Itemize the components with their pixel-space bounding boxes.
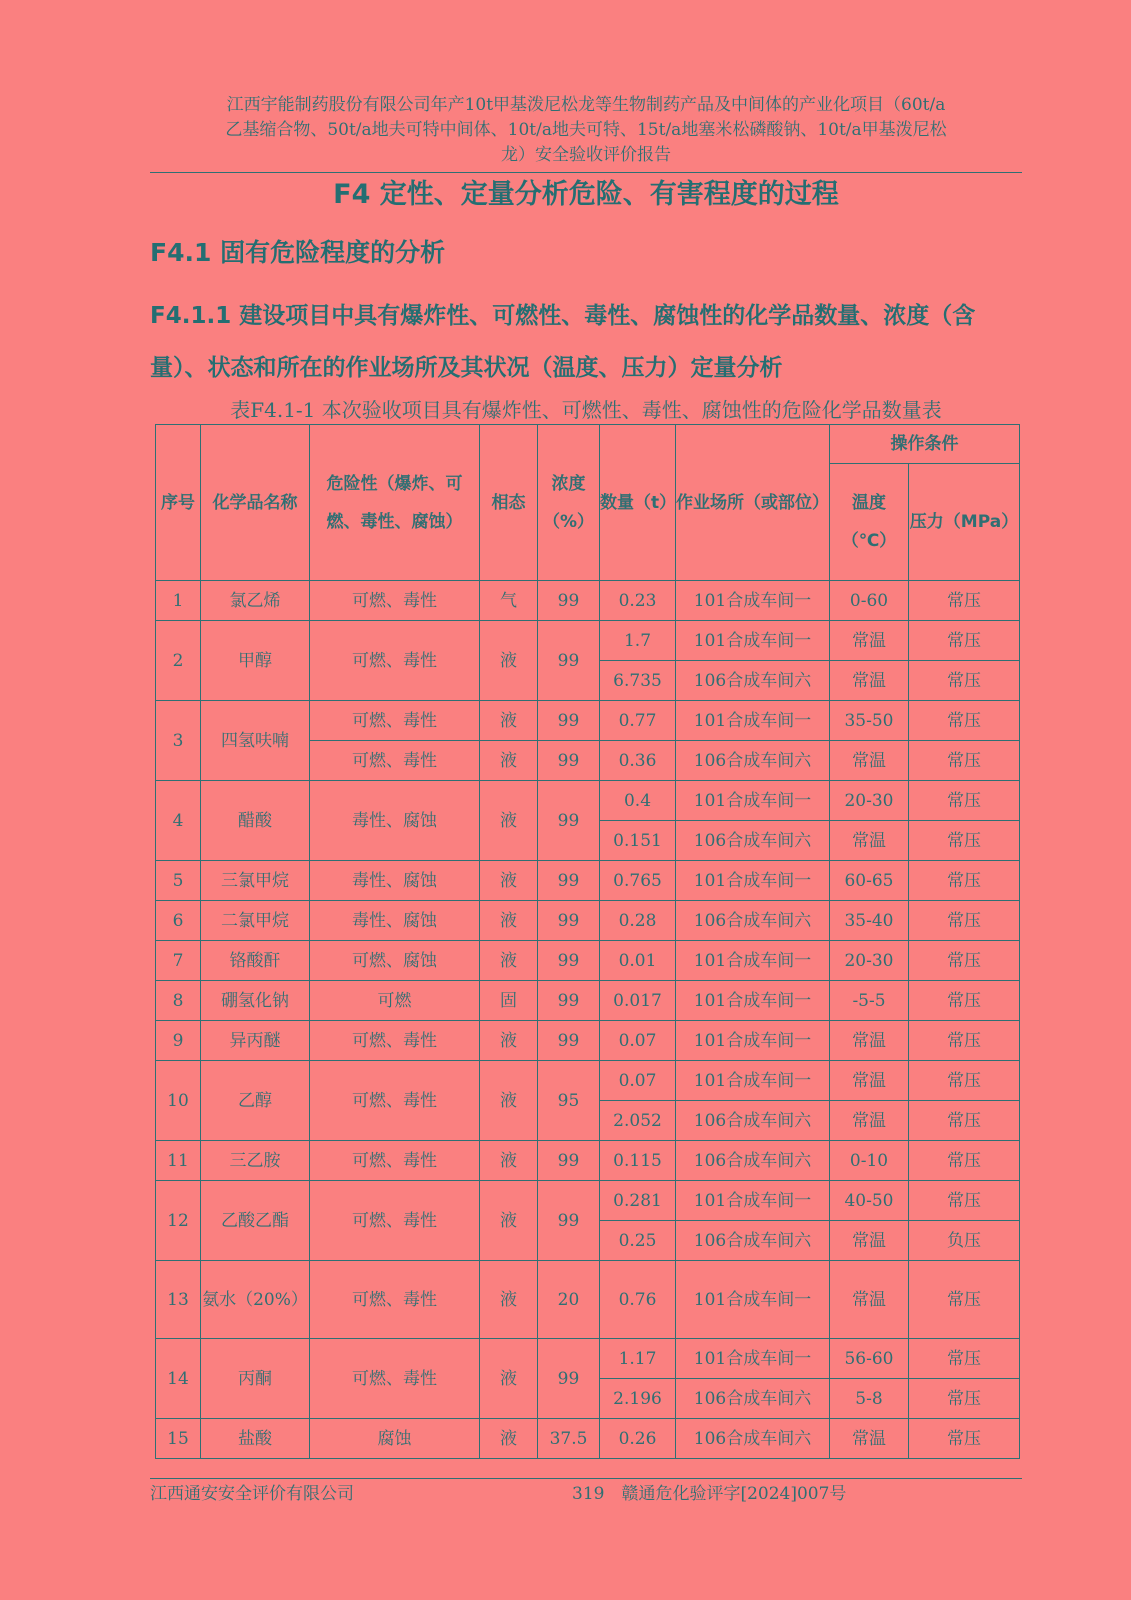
cell-temperature: 常温 bbox=[830, 1221, 909, 1261]
cell-state: 气 bbox=[480, 581, 538, 621]
cell-pressure: 常压 bbox=[909, 941, 1020, 981]
cell-hazard: 可燃、毒性 bbox=[310, 1061, 480, 1141]
table-row bbox=[156, 581, 1020, 621]
cell-hazard: 可燃、毒性 bbox=[310, 1181, 480, 1261]
cell-state: 固 bbox=[480, 981, 538, 1021]
header-line-3: 龙）安全验收评价报告 bbox=[501, 145, 671, 165]
cell-hazard: 可燃、毒性 bbox=[310, 1261, 480, 1339]
cell-quantity: 0.765 bbox=[600, 861, 676, 901]
table-row bbox=[156, 941, 1020, 981]
cell-concentration: 99 bbox=[538, 981, 600, 1021]
cell-location: 106合成车间六 bbox=[676, 1379, 830, 1419]
cell-location: 106合成车间六 bbox=[676, 1101, 830, 1141]
cell-location: 106合成车间六 bbox=[676, 1221, 830, 1261]
header-hazard: 危险性（爆炸、可燃、毒性、腐蚀） bbox=[310, 425, 480, 581]
cell-state: 液 bbox=[480, 1419, 538, 1459]
cell-hazard: 可燃、毒性 bbox=[310, 1339, 480, 1419]
cell-quantity: 0.281 bbox=[600, 1181, 676, 1221]
cell-hazard: 可燃、毒性 bbox=[310, 581, 480, 621]
cell-temperature: 常温 bbox=[830, 1021, 909, 1061]
cell-quantity: 6.735 bbox=[600, 661, 676, 701]
cell-location: 106合成车间六 bbox=[676, 1419, 830, 1459]
cell-temperature: 5-8 bbox=[830, 1379, 909, 1419]
cell-temperature: 常温 bbox=[830, 661, 909, 701]
cell-location: 101合成车间一 bbox=[676, 781, 830, 821]
cell-pressure: 常压 bbox=[909, 1419, 1020, 1459]
header-seq: 序号 bbox=[156, 425, 201, 581]
header-pressure: 压力（MPa） bbox=[909, 464, 1020, 581]
cell-concentration: 37.5 bbox=[538, 1419, 600, 1459]
cell-pressure: 常压 bbox=[909, 861, 1020, 901]
cell-state: 液 bbox=[480, 861, 538, 901]
cell-pressure: 常压 bbox=[909, 1021, 1020, 1061]
cell-concentration: 99 bbox=[538, 581, 600, 621]
table-row bbox=[156, 1141, 1020, 1181]
table-row bbox=[156, 901, 1020, 941]
header-line-2: 乙基缩合物、50t/a地夫可特中间体、10t/a地夫可特、15t/a地塞米松磷酸钠、10t/a甲基泼尼松 bbox=[225, 120, 947, 140]
cell-seq: 8 bbox=[156, 981, 201, 1021]
cell-temperature: 0-60 bbox=[830, 581, 909, 621]
cell-name: 乙醇 bbox=[201, 1061, 310, 1141]
cell-hazard: 可燃 bbox=[310, 981, 480, 1021]
cell-seq: 4 bbox=[156, 781, 201, 861]
header-quantity: 数量（t） bbox=[600, 425, 676, 581]
cell-state: 液 bbox=[480, 741, 538, 781]
cell-quantity: 2.052 bbox=[600, 1101, 676, 1141]
cell-concentration: 99 bbox=[538, 781, 600, 861]
cell-location: 106合成车间六 bbox=[676, 741, 830, 781]
cell-temperature: 60-65 bbox=[830, 861, 909, 901]
cell-concentration: 99 bbox=[538, 1141, 600, 1181]
table-row bbox=[156, 981, 1020, 1021]
cell-hazard: 毒性、腐蚀 bbox=[310, 781, 480, 861]
cell-pressure: 常压 bbox=[909, 781, 1020, 821]
cell-pressure: 常压 bbox=[909, 621, 1020, 661]
cell-quantity: 0.28 bbox=[600, 901, 676, 941]
cell-name: 盐酸 bbox=[201, 1419, 310, 1459]
header-location: 作业场所（或部位） bbox=[676, 425, 830, 581]
table-row bbox=[156, 1339, 1020, 1379]
cell-name: 二氯甲烷 bbox=[201, 901, 310, 941]
cell-temperature: 常温 bbox=[830, 1261, 909, 1339]
cell-quantity: 0.017 bbox=[600, 981, 676, 1021]
cell-hazard: 可燃、毒性 bbox=[310, 621, 480, 701]
cell-hazard: 毒性、腐蚀 bbox=[310, 901, 480, 941]
section-title: F4 定性、定量分析危险、有害程度的过程 bbox=[333, 179, 839, 210]
cell-location: 101合成车间一 bbox=[676, 1181, 830, 1221]
table-row bbox=[156, 1419, 1020, 1459]
cell-location: 101合成车间一 bbox=[676, 1061, 830, 1101]
cell-seq: 6 bbox=[156, 901, 201, 941]
cell-quantity: 1.7 bbox=[600, 621, 676, 661]
table-row bbox=[156, 1061, 1020, 1101]
header-name: 化学品名称 bbox=[201, 425, 310, 581]
cell-state: 液 bbox=[480, 701, 538, 741]
cell-pressure: 常压 bbox=[909, 741, 1020, 781]
cell-name: 乙酸乙酯 bbox=[201, 1181, 310, 1261]
cell-name: 氯乙烯 bbox=[201, 581, 310, 621]
cell-quantity: 0.07 bbox=[600, 1021, 676, 1061]
cell-quantity: 2.196 bbox=[600, 1379, 676, 1419]
cell-pressure: 常压 bbox=[909, 701, 1020, 741]
table-row bbox=[156, 701, 1020, 741]
cell-quantity: 0.76 bbox=[600, 1261, 676, 1339]
cell-quantity: 0.151 bbox=[600, 821, 676, 861]
cell-quantity: 0.25 bbox=[600, 1221, 676, 1261]
cell-location: 101合成车间一 bbox=[676, 581, 830, 621]
cell-state: 液 bbox=[480, 1261, 538, 1339]
cell-hazard: 可燃、腐蚀 bbox=[310, 941, 480, 981]
cell-concentration: 99 bbox=[538, 621, 600, 701]
cell-temperature: 常温 bbox=[830, 621, 909, 661]
cell-name: 硼氢化钠 bbox=[201, 981, 310, 1021]
cell-pressure: 常压 bbox=[909, 1101, 1020, 1141]
cell-temperature: 35-50 bbox=[830, 701, 909, 741]
cell-location: 101合成车间一 bbox=[676, 621, 830, 661]
cell-seq: 15 bbox=[156, 1419, 201, 1459]
cell-location: 106合成车间六 bbox=[676, 821, 830, 861]
cell-temperature: 常温 bbox=[830, 1419, 909, 1459]
cell-concentration: 95 bbox=[538, 1061, 600, 1141]
cell-concentration: 99 bbox=[538, 901, 600, 941]
cell-quantity: 0.77 bbox=[600, 701, 676, 741]
cell-name: 丙酮 bbox=[201, 1339, 310, 1419]
cell-seq: 11 bbox=[156, 1141, 201, 1181]
cell-seq: 12 bbox=[156, 1181, 201, 1261]
cell-pressure: 常压 bbox=[909, 581, 1020, 621]
cell-location: 101合成车间一 bbox=[676, 861, 830, 901]
cell-temperature: 35-40 bbox=[830, 901, 909, 941]
cell-concentration: 99 bbox=[538, 1181, 600, 1261]
cell-quantity: 0.115 bbox=[600, 1141, 676, 1181]
cell-temperature: 20-30 bbox=[830, 941, 909, 981]
cell-pressure: 常压 bbox=[909, 1061, 1020, 1101]
cell-location: 106合成车间六 bbox=[676, 661, 830, 701]
cell-seq: 13 bbox=[156, 1261, 201, 1339]
cell-location: 101合成车间一 bbox=[676, 1021, 830, 1061]
cell-concentration: 99 bbox=[538, 701, 600, 741]
cell-hazard: 可燃、毒性 bbox=[310, 1141, 480, 1181]
cell-name: 醋酸 bbox=[201, 781, 310, 861]
cell-quantity: 0.36 bbox=[600, 741, 676, 781]
cell-quantity: 0.26 bbox=[600, 1419, 676, 1459]
cell-state: 液 bbox=[480, 901, 538, 941]
cell-location: 101合成车间一 bbox=[676, 941, 830, 981]
cell-seq: 9 bbox=[156, 1021, 201, 1061]
cell-pressure: 常压 bbox=[909, 661, 1020, 701]
cell-quantity: 0.07 bbox=[600, 1061, 676, 1101]
cell-seq: 14 bbox=[156, 1339, 201, 1419]
cell-temperature: 20-30 bbox=[830, 781, 909, 821]
cell-temperature: 常温 bbox=[830, 741, 909, 781]
cell-state: 液 bbox=[480, 621, 538, 701]
cell-concentration: 99 bbox=[538, 1339, 600, 1419]
cell-temperature: 56-60 bbox=[830, 1339, 909, 1379]
cell-temperature: 40-50 bbox=[830, 1181, 909, 1221]
cell-temperature: 常温 bbox=[830, 1101, 909, 1141]
cell-name: 三氯甲烷 bbox=[201, 861, 310, 901]
header-line-1: 江西宇能制药股份有限公司年产10t甲基泼尼松龙等生物制药产品及中间体的产业化项目（60t/a bbox=[226, 95, 946, 115]
cell-pressure: 常压 bbox=[909, 981, 1020, 1021]
cell-seq: 10 bbox=[156, 1061, 201, 1141]
cell-pressure: 常压 bbox=[909, 1181, 1020, 1221]
header-concentration: 浓度（%） bbox=[538, 425, 600, 581]
cell-pressure: 负压 bbox=[909, 1221, 1020, 1261]
cell-seq: 1 bbox=[156, 581, 201, 621]
cell-name: 四氢呋喃 bbox=[201, 701, 310, 781]
cell-location: 101合成车间一 bbox=[676, 1261, 830, 1339]
table-row bbox=[156, 1021, 1020, 1061]
footer-page-ref: 319 赣通危化验评字[2024]007号 bbox=[572, 1484, 847, 1504]
cell-name: 甲醇 bbox=[201, 621, 310, 701]
cell-name: 氨水（20%） bbox=[201, 1261, 310, 1339]
cell-concentration: 20 bbox=[538, 1261, 600, 1339]
cell-name: 异丙醚 bbox=[201, 1021, 310, 1061]
cell-location: 106合成车间六 bbox=[676, 1141, 830, 1181]
header-temperature: 温度（℃） bbox=[830, 464, 909, 581]
cell-location: 101合成车间一 bbox=[676, 1339, 830, 1379]
table-caption: 表F4.1-1 本次验收项目具有爆炸性、可燃性、毒性、腐蚀性的危险化学品数量表 bbox=[230, 398, 942, 422]
cell-state: 液 bbox=[480, 1061, 538, 1141]
cell-name: 三乙胺 bbox=[201, 1141, 310, 1181]
cell-location: 101合成车间一 bbox=[676, 701, 830, 741]
footer-divider bbox=[150, 1478, 1022, 1479]
cell-hazard: 毒性、腐蚀 bbox=[310, 861, 480, 901]
cell-temperature: 0-10 bbox=[830, 1141, 909, 1181]
cell-quantity: 0.01 bbox=[600, 941, 676, 981]
cell-pressure: 常压 bbox=[909, 821, 1020, 861]
cell-concentration: 99 bbox=[538, 1021, 600, 1061]
footer-company: 江西通安安全评价有限公司 bbox=[150, 1484, 354, 1504]
cell-pressure: 常压 bbox=[909, 1261, 1020, 1339]
cell-concentration: 99 bbox=[538, 861, 600, 901]
cell-seq: 7 bbox=[156, 941, 201, 981]
table-row bbox=[156, 621, 1020, 661]
table-row bbox=[156, 1181, 1020, 1221]
table-row bbox=[156, 1261, 1020, 1339]
cell-temperature: 常温 bbox=[830, 1061, 909, 1101]
cell-name: 铬酸酐 bbox=[201, 941, 310, 981]
cell-state: 液 bbox=[480, 941, 538, 981]
cell-temperature: 常温 bbox=[830, 821, 909, 861]
header-divider bbox=[150, 172, 1022, 173]
cell-pressure: 常压 bbox=[909, 901, 1020, 941]
cell-quantity: 0.4 bbox=[600, 781, 676, 821]
cell-state: 液 bbox=[480, 1021, 538, 1061]
cell-hazard: 可燃、毒性 bbox=[310, 1021, 480, 1061]
cell-concentration: 99 bbox=[538, 941, 600, 981]
cell-concentration: 99 bbox=[538, 741, 600, 781]
cell-seq: 3 bbox=[156, 701, 201, 781]
header-state: 相态 bbox=[480, 425, 538, 581]
cell-hazard: 可燃、毒性 bbox=[310, 701, 480, 741]
table-row bbox=[156, 861, 1020, 901]
cell-seq: 5 bbox=[156, 861, 201, 901]
cell-quantity: 0.23 bbox=[600, 581, 676, 621]
subsubsection-title: F4.1.1 建设项目中具有爆炸性、可燃性、毒性、腐蚀性的化学品数量、浓度（含量）、状态和所在的作业场所及其状况（温度、压力）定量分析 bbox=[150, 303, 976, 381]
table-row bbox=[156, 781, 1020, 821]
report-header bbox=[150, 93, 1022, 168]
cell-state: 液 bbox=[480, 1141, 538, 1181]
cell-hazard: 腐蚀 bbox=[310, 1419, 480, 1459]
cell-location: 106合成车间六 bbox=[676, 901, 830, 941]
header-operating: 操作条件 bbox=[830, 425, 1020, 464]
cell-pressure: 常压 bbox=[909, 1379, 1020, 1419]
cell-temperature: -5-5 bbox=[830, 981, 909, 1021]
cell-location: 101合成车间一 bbox=[676, 981, 830, 1021]
cell-pressure: 常压 bbox=[909, 1339, 1020, 1379]
cell-quantity: 1.17 bbox=[600, 1339, 676, 1379]
table-body bbox=[156, 581, 1020, 1459]
cell-pressure: 常压 bbox=[909, 1141, 1020, 1181]
cell-state: 液 bbox=[480, 1339, 538, 1419]
cell-hazard: 可燃、毒性 bbox=[310, 741, 480, 781]
cell-state: 液 bbox=[480, 1181, 538, 1261]
hazard-chemical-table bbox=[155, 424, 1020, 1459]
subsection-title: F4.1 固有危险程度的分析 bbox=[150, 238, 446, 267]
cell-seq: 2 bbox=[156, 621, 201, 701]
cell-state: 液 bbox=[480, 781, 538, 861]
